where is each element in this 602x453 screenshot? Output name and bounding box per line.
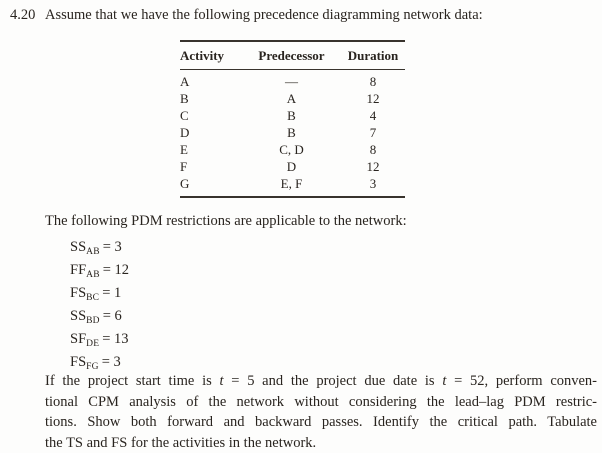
problem-number: 4.20	[10, 7, 35, 24]
restriction-name: SS	[70, 308, 86, 324]
precedence-data-table	[180, 40, 405, 198]
restriction-subscript: AB	[86, 247, 100, 257]
restriction-subscript: FG	[86, 362, 99, 372]
restriction-value: = 1	[99, 285, 121, 301]
cell-activity: E	[180, 141, 242, 158]
cell-activity: C	[180, 107, 242, 124]
cell-predecessor: B	[242, 107, 341, 124]
column-header-duration: Duration	[341, 48, 405, 64]
variable-t: t	[442, 373, 446, 389]
paragraph-text: = 52, perform conven-	[446, 373, 597, 389]
pdm-restrictions-list	[70, 236, 129, 374]
restriction-name: FF	[70, 262, 86, 278]
cell-activity: A	[180, 73, 242, 90]
cell-duration: 8	[341, 141, 405, 158]
cell-predecessor: —	[242, 73, 341, 90]
cell-predecessor: C, D	[242, 141, 341, 158]
restriction-name: FS	[70, 285, 86, 301]
cell-activity: G	[180, 175, 242, 192]
paragraph-line: the TS and FS for the activities in the network.	[45, 433, 597, 453]
table-row	[180, 107, 405, 124]
cell-predecessor: B	[242, 124, 341, 141]
pdm-restriction	[70, 236, 129, 259]
restriction-name: SS	[70, 239, 86, 255]
cell-duration: 8	[341, 73, 405, 90]
cell-duration: 12	[341, 158, 405, 175]
restriction-value: = 3	[99, 354, 121, 370]
restriction-value: = 6	[100, 308, 122, 324]
restriction-subscript: AB	[86, 270, 100, 280]
pdm-restriction	[70, 259, 129, 282]
column-header-predecessor: Predecessor	[242, 48, 341, 64]
paragraph-text: If the project start time is	[45, 373, 220, 389]
cell-predecessor: A	[242, 90, 341, 107]
cell-activity: F	[180, 158, 242, 175]
table-row	[180, 175, 405, 192]
pdm-restriction	[70, 328, 129, 351]
restriction-value: = 3	[100, 239, 122, 255]
pdm-intro-text: The following PDM restrictions are applicable to the network:	[45, 213, 407, 230]
column-header-activity: Activity	[180, 48, 242, 64]
pdm-restriction	[70, 282, 129, 305]
restriction-value: = 13	[99, 331, 128, 347]
closing-paragraph	[45, 371, 597, 453]
problem-statement: Assume that we have the following precedence diagramming network data:	[45, 7, 597, 24]
restriction-value: = 12	[100, 262, 129, 278]
table-row	[180, 90, 405, 107]
table-row	[180, 158, 405, 175]
table-row	[180, 141, 405, 158]
paragraph-line: tional CPM analysis of the network without considering the lead–lag PDM restric-	[45, 392, 597, 413]
cell-predecessor: D	[242, 158, 341, 175]
table-row	[180, 124, 405, 141]
cell-duration: 3	[341, 175, 405, 192]
cell-activity: D	[180, 124, 242, 141]
paragraph-line: tions. Show both forward and backward passes. Identify the critical path. Tabulate	[45, 412, 597, 433]
paragraph-text: = 5 and the project due date is	[224, 373, 443, 389]
table-row	[180, 73, 405, 90]
restriction-subscript: DE	[86, 339, 99, 349]
cell-activity: B	[180, 90, 242, 107]
restriction-subscript: BD	[86, 316, 100, 326]
restriction-name: FS	[70, 354, 86, 370]
cell-predecessor: E, F	[242, 175, 341, 192]
table-body	[180, 70, 405, 196]
cell-duration: 4	[341, 107, 405, 124]
cell-duration: 7	[341, 124, 405, 141]
table-header-row	[180, 42, 405, 70]
paragraph-line	[45, 371, 597, 392]
restriction-name: SF	[70, 331, 86, 347]
pdm-restriction	[70, 305, 129, 328]
restriction-subscript: BC	[86, 293, 99, 303]
variable-t: t	[220, 373, 224, 389]
cell-duration: 12	[341, 90, 405, 107]
